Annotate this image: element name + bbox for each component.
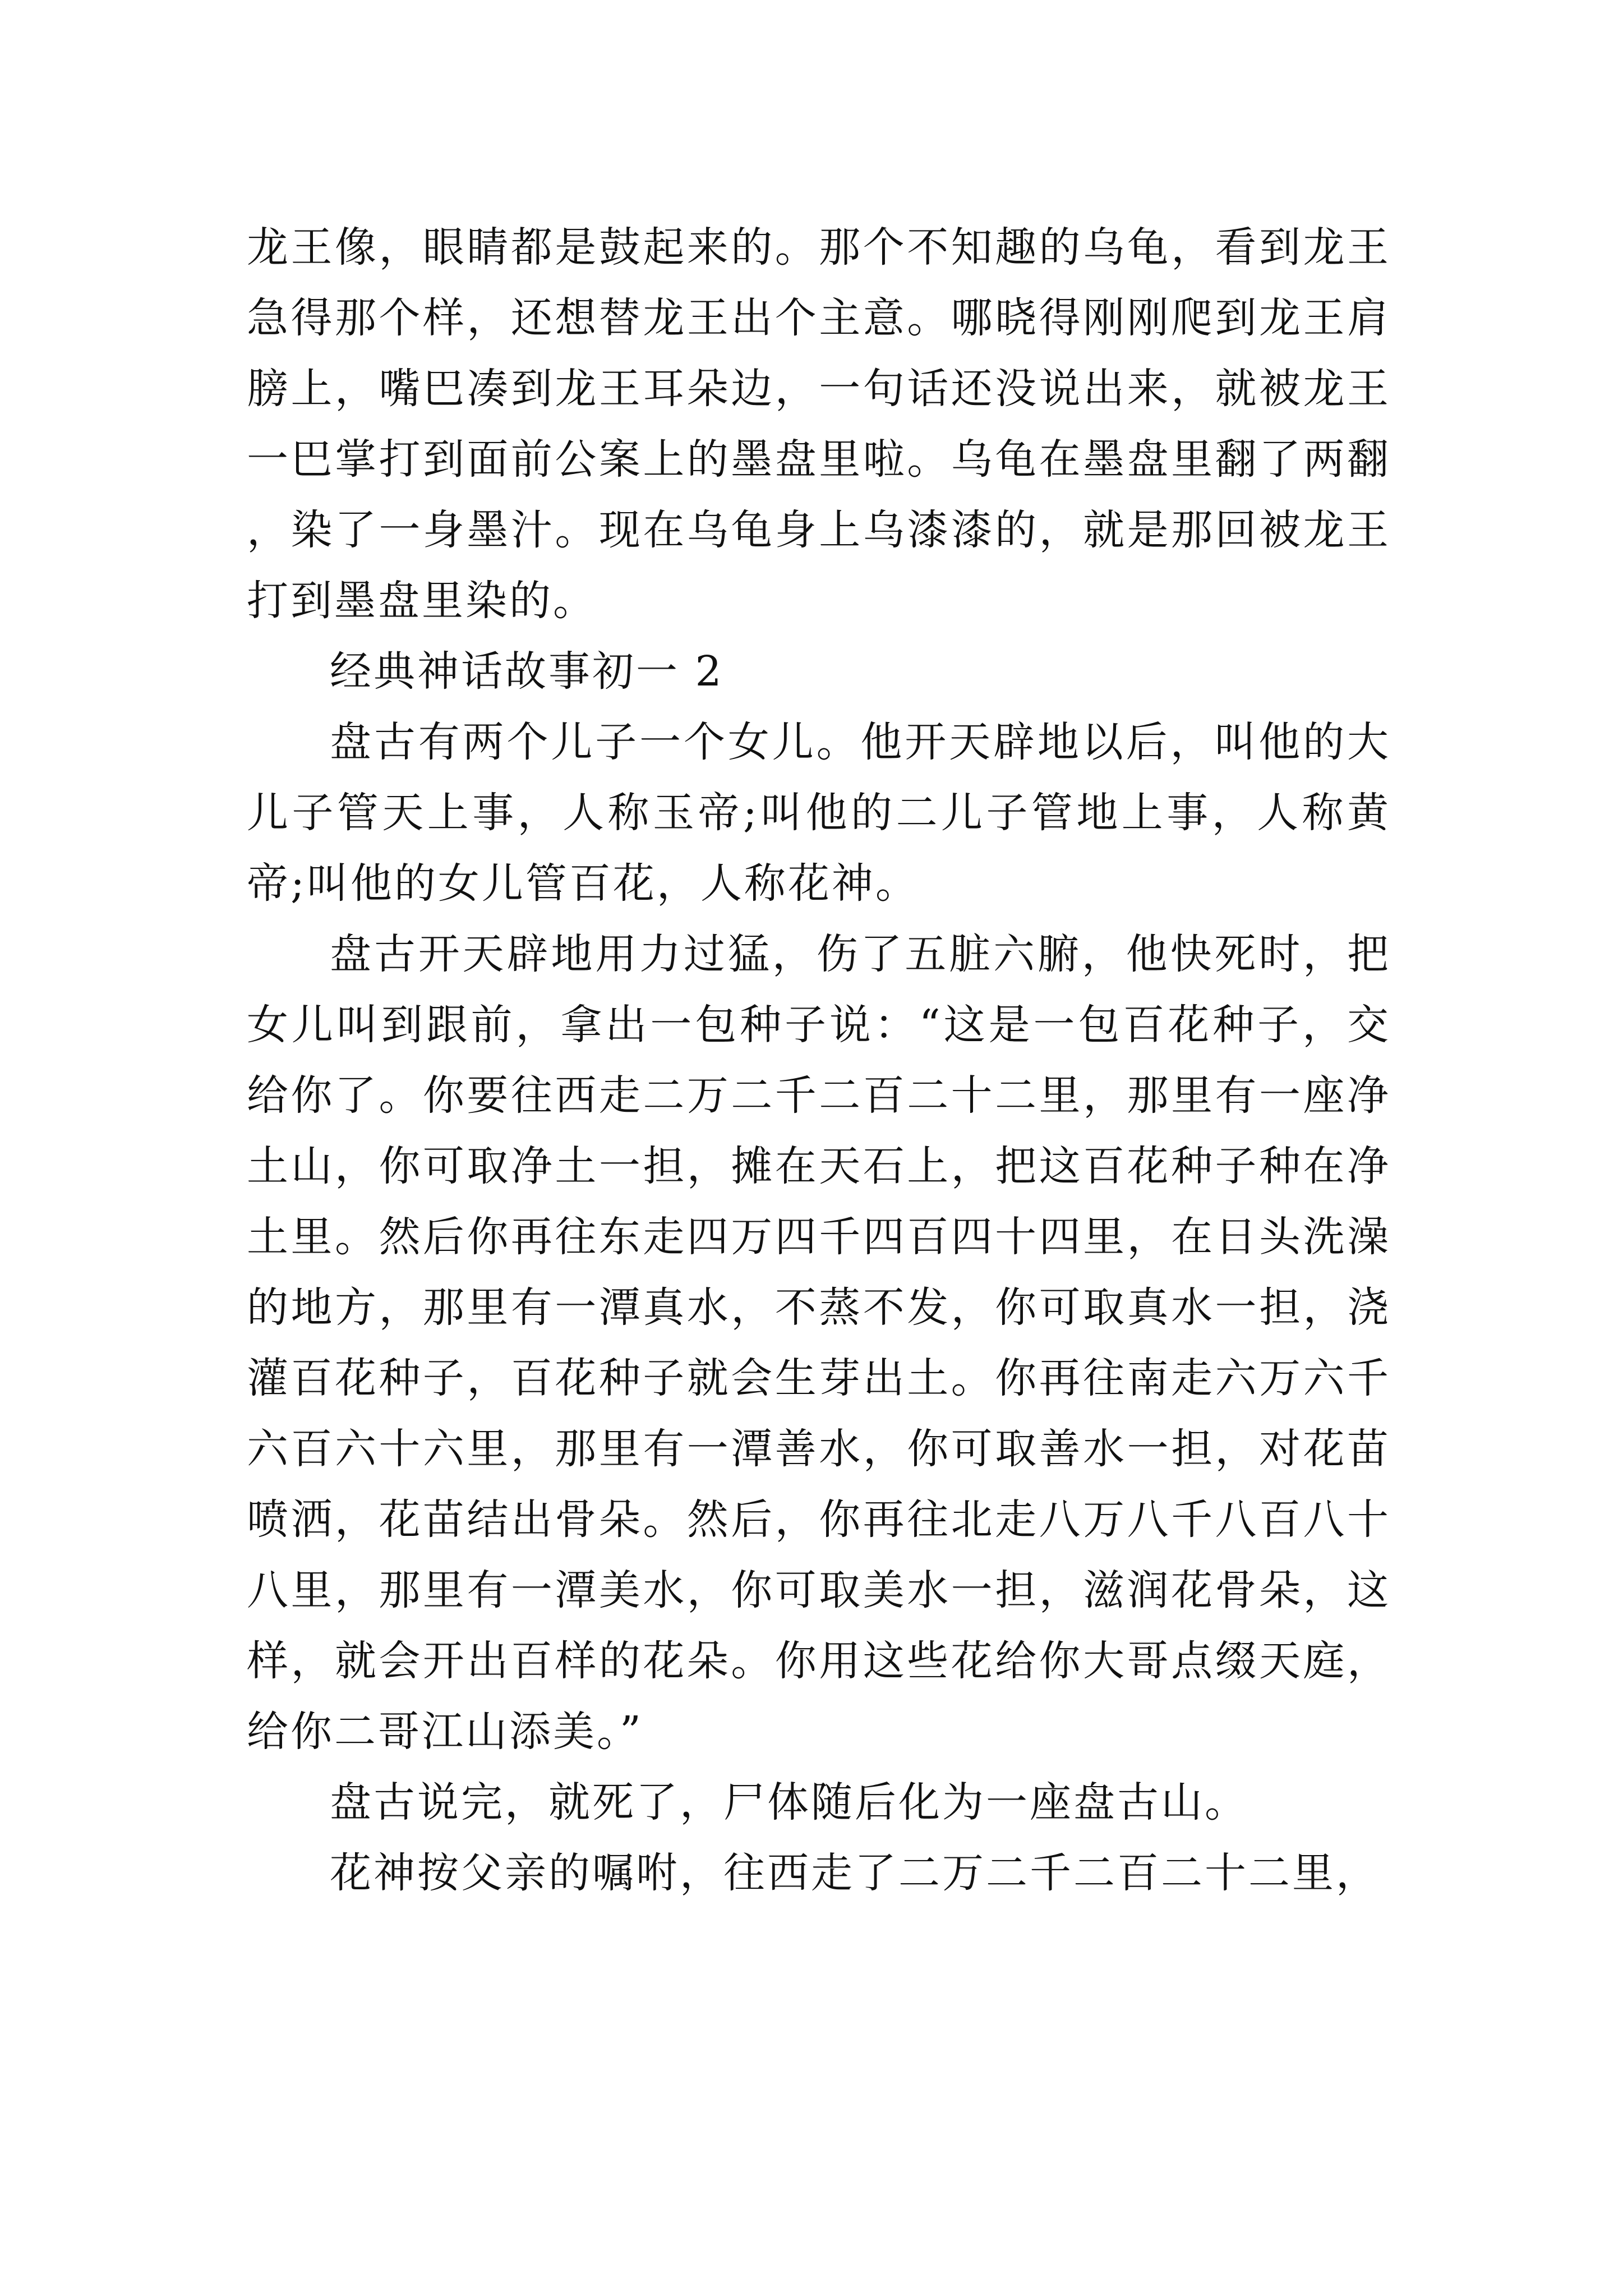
paragraph: 花神按父亲的嘱咐，往西走了二万二千二百二十二里，	[330, 1849, 1380, 1897]
paragraph: 盘古有两个儿子一个女儿。他开天辟地以后，叫他的大儿子管天上事，人称玉帝;叫他的二儿子管地上事，人称黄帝;叫他的女儿管百花，人称花神。	[247, 718, 1391, 908]
document-body	[247, 212, 1391, 1908]
section-heading: 经典神话故事初一 2	[330, 647, 724, 696]
paragraph: 盘古开天辟地用力过猛，伤了五脏六腑，他快死时，把女儿叫到跟前，拿出一包种子说：“这是一包百花种子，交给你了。你要往西走二万二千二百二十二里，那里有一座净土山，你可取净土一担，摊在天石上，把这百花种子种在净土里。然后你再往东走四万四千四百四十四里，在日头洗澡的地方，那里有一潭真水，不蒸不发，你可取真水一担，浇灌百花种子，百花种子就会生芽出土。你再往南走六万六千六百六十六里，那里有一潭善水，你可取善水一担，对花苗喷洒，花苗结出骨朵。然后，你再往北走八万八千八百八十八里，那里有一潭美水，你可取美水一担，滋润花骨朵，这样，就会开出百样的花朵。你用这些花给你大哥点缀天庭，给你二哥江山添美。”	[247, 930, 1391, 1756]
paragraph-continued: 龙王像，眼睛都是鼓起来的。那个不知趣的乌龟，看到龙王急得那个样，还想替龙王出个主意。哪晓得刚刚爬到龙王肩膀上，嘴巴凑到龙王耳朵边，一句话还没说出来，就被龙王一巴掌打到面前公案上的墨盘里啦。乌龟在墨盘里翻了两翻，染了一身墨汁。现在乌龟身上乌漆漆的，就是那回被龙王打到墨盘里染的。	[247, 223, 1391, 625]
paragraph: 盘古说完，就死了，尸体随后化为一座盘古山。	[330, 1778, 1248, 1826]
